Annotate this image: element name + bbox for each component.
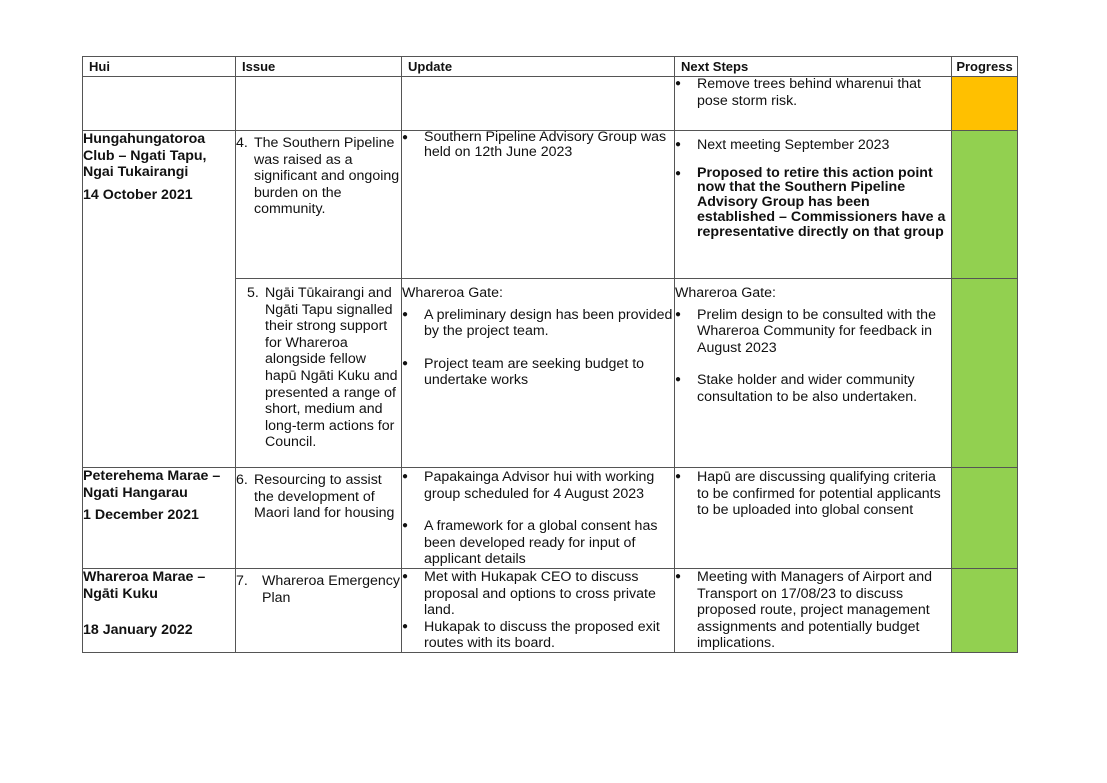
update-cell	[402, 569, 675, 653]
table-row	[83, 569, 1018, 653]
bullet-icon: ●	[675, 167, 682, 179]
progress-status-green	[952, 569, 1018, 653]
update-cell	[402, 77, 675, 131]
issue-cell	[236, 468, 402, 569]
table-row	[83, 77, 1018, 131]
header-row	[83, 57, 1018, 77]
issue-item: 6. Resourcing to assist the development of Maori land for housing	[236, 472, 395, 522]
hui-name: Hungahungatoroa Club – Ngati Tapu, Ngai Tukairangi	[83, 131, 207, 181]
list-item: ● A preliminary design has been provided by the project team.	[402, 306, 673, 340]
issue-cell	[236, 77, 402, 131]
bullet-icon: ●	[675, 571, 682, 582]
bullet-icon: ●	[402, 357, 409, 369]
list-item: ● Papakainga Advisor hui with working group scheduled for 4 August 2023	[402, 469, 655, 502]
hui-cell	[83, 468, 236, 569]
progress-status-green	[952, 131, 1018, 279]
update-cell	[402, 468, 675, 569]
list-item: ● Stake holder and wider community consultation to be also undertaken.	[675, 372, 918, 405]
issue-cell	[236, 131, 402, 279]
update-cell	[402, 279, 675, 468]
list-item: ● Southern Pipeline Advisory Group was held on 12th June 2023	[402, 129, 667, 160]
progress-status-green	[952, 468, 1018, 569]
list-item: ● Remove trees behind wharenui that pose storm risk.	[675, 76, 921, 109]
list-item: ● Meeting with Managers of Airport and Transport on 17/08/23 to discuss proposed route, project management assignments and potentially budget implications.	[675, 569, 933, 652]
hui-cell	[83, 131, 236, 468]
header-next-steps: Next Steps	[675, 57, 952, 77]
list-item: ● Hapū are discussing qualifying criteria to be confirmed for potential applicants to be uploaded into global consent	[675, 469, 941, 519]
progress-status-green	[952, 279, 1018, 468]
list-item: ● A framework for a global consent has been developed ready for input of applicant details	[402, 518, 658, 568]
table-row	[83, 468, 1018, 569]
bullet-icon: ●	[675, 139, 682, 150]
hui-cell	[83, 569, 236, 653]
list-item: ● Met with Hukapak CEO to discuss proposal and options to cross private land.	[402, 569, 656, 619]
next-steps-cell	[675, 468, 952, 569]
hui-date: 18 January 2022	[83, 622, 193, 639]
issue-item: 4. The Southern Pipeline was raised as a significant and ongoing burden on the community.	[236, 135, 400, 218]
hui-cell	[83, 77, 236, 131]
bullet-icon: ●	[402, 620, 409, 632]
header-hui: Hui	[83, 57, 236, 77]
next-steps-cell	[675, 77, 952, 131]
hui-date: 1 December 2021	[83, 507, 199, 524]
list-item: ● Proposed to retire this action point now that the Southern Pipeline Advisory Group has been established – Commissioners have a representative directly on that group	[675, 164, 946, 240]
list-item: ● Next meeting September 2023	[675, 137, 890, 153]
next-steps-cell	[675, 569, 952, 653]
bullet-icon: ●	[402, 571, 409, 582]
issue-cell	[236, 569, 402, 653]
next-steps-heading: Whareroa Gate:	[675, 285, 776, 301]
update-heading: Whareroa Gate:	[402, 285, 503, 301]
action-points-table	[82, 56, 1018, 653]
header-update: Update	[402, 57, 675, 77]
hui-name: Peterehema Marae – Ngati Hangarau	[83, 468, 221, 501]
bullet-icon: ●	[402, 520, 409, 532]
list-item: ● Prelim design to be consulted with the Whareroa Community for feedback in August 2023	[675, 306, 936, 356]
bullet-icon: ●	[675, 471, 682, 482]
bullet-icon: ●	[402, 308, 409, 320]
next-steps-cell	[675, 131, 952, 279]
bullet-icon: ●	[675, 374, 682, 386]
hui-name: Whareroa Marae – Ngāti Kuku	[83, 569, 206, 602]
bullet-icon: ●	[402, 132, 409, 143]
issue-item: 5. Ngāi Tūkairangi and Ngāti Tapu signalled their strong support for Whareroa alongside fellow hapū Ngāti Kuku and presented a range of short, medium and long-term actions for Council.	[247, 285, 398, 451]
progress-status-amber	[952, 77, 1018, 131]
table-row	[83, 131, 1018, 279]
list-item: ● Hukapak to discuss the proposed exit routes with its board.	[402, 618, 660, 652]
header-issue: Issue	[236, 57, 402, 77]
bullet-icon: ●	[402, 471, 409, 482]
bullet-icon: ●	[675, 78, 682, 89]
bullet-icon: ●	[675, 308, 682, 320]
next-steps-cell	[675, 279, 952, 468]
list-item: ● Project team are seeking budget to undertake works	[402, 355, 645, 389]
header-progress: Progress	[952, 57, 1018, 77]
update-cell	[402, 131, 675, 279]
issue-item: 7. Whareroa Emergency Plan	[236, 573, 400, 606]
hui-date: 14 October 2021	[83, 186, 193, 203]
issue-cell	[236, 279, 402, 468]
